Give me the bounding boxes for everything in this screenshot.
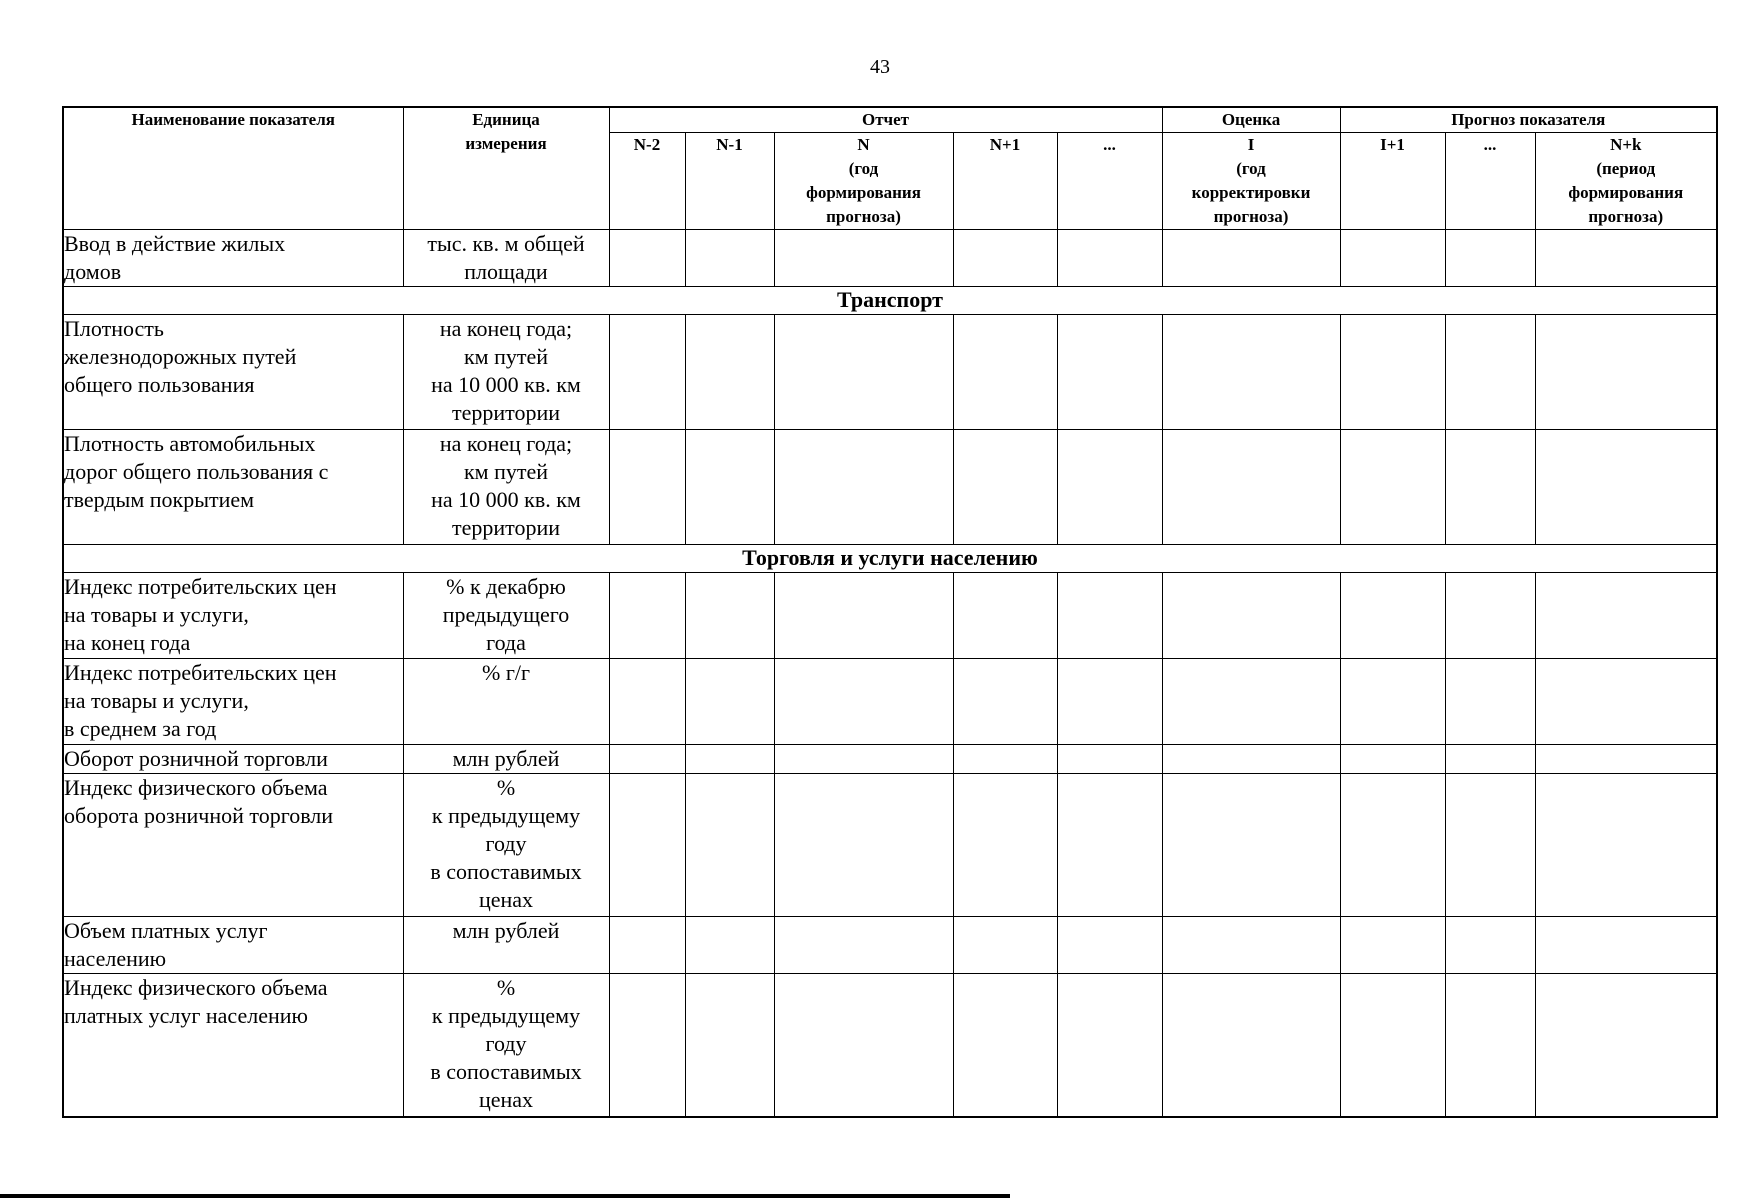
value-cell[interactable] — [1445, 573, 1535, 659]
indicator-unit: млн рублей — [403, 745, 609, 774]
table-row — [63, 917, 1717, 974]
section-row — [63, 287, 1717, 315]
value-cell[interactable] — [953, 573, 1057, 659]
indicator-unit: % к декабрю предыдущего года — [403, 573, 609, 659]
value-cell[interactable] — [1340, 659, 1445, 745]
value-cell[interactable] — [774, 315, 953, 430]
value-cell[interactable] — [609, 230, 685, 287]
value-cell[interactable] — [1057, 230, 1162, 287]
value-cell[interactable] — [1340, 745, 1445, 774]
value-cell[interactable] — [953, 774, 1057, 917]
section-row — [63, 545, 1717, 573]
header-col-ellipsis-report: ... — [1057, 133, 1162, 230]
value-cell[interactable] — [685, 745, 774, 774]
value-cell[interactable] — [774, 745, 953, 774]
value-cell[interactable] — [609, 774, 685, 917]
value-cell[interactable] — [1445, 315, 1535, 430]
value-cell[interactable] — [774, 974, 953, 1117]
value-cell[interactable] — [1162, 573, 1340, 659]
value-cell[interactable] — [953, 917, 1057, 974]
header-col-n-minus-1: N-1 — [685, 133, 774, 230]
indicator-unit: на конец года; км путей на 10 000 кв. км территории — [403, 430, 609, 545]
value-cell[interactable] — [1445, 230, 1535, 287]
indicator-name: Плотность железнодорожных путей общего пользования — [63, 315, 403, 430]
value-cell[interactable] — [1162, 917, 1340, 974]
value-cell[interactable] — [609, 745, 685, 774]
value-cell[interactable] — [953, 659, 1057, 745]
value-cell[interactable] — [953, 745, 1057, 774]
indicator-unit: % к предыдущему году в сопоставимых ценах — [403, 974, 609, 1117]
value-cell[interactable] — [953, 430, 1057, 545]
value-cell[interactable] — [1445, 774, 1535, 917]
value-cell[interactable] — [685, 659, 774, 745]
value-cell[interactable] — [1162, 430, 1340, 545]
value-cell[interactable] — [1340, 573, 1445, 659]
section-title: Торговля и услуги населению — [63, 545, 1717, 573]
value-cell[interactable] — [685, 573, 774, 659]
value-cell[interactable] — [1535, 315, 1717, 430]
value-cell[interactable] — [1535, 774, 1717, 917]
indicator-name: Индекс физического объема оборота розничной торговли — [63, 774, 403, 917]
indicator-name: Индекс физического объема платных услуг населению — [63, 974, 403, 1117]
value-cell[interactable] — [1057, 745, 1162, 774]
indicator-name: Оборот розничной торговли — [63, 745, 403, 774]
header-col-i-plus-1: I+1 — [1340, 133, 1445, 230]
value-cell[interactable] — [953, 230, 1057, 287]
indicator-name: Объем платных услуг населению — [63, 917, 403, 974]
value-cell[interactable] — [1445, 430, 1535, 545]
forecast-indicators-table — [62, 106, 1718, 1118]
value-cell[interactable] — [1535, 917, 1717, 974]
header-col-i: I (год корректировки прогноза) — [1162, 133, 1340, 230]
header-col-n: N (год формирования прогноза) — [774, 133, 953, 230]
value-cell[interactable] — [1057, 430, 1162, 545]
value-cell[interactable] — [1340, 917, 1445, 974]
table-row — [63, 430, 1717, 545]
value-cell[interactable] — [1340, 315, 1445, 430]
value-cell[interactable] — [1535, 745, 1717, 774]
page-bottom-rule — [0, 1194, 1010, 1198]
header-col-n-minus-2: N-2 — [609, 133, 685, 230]
value-cell[interactable] — [685, 974, 774, 1117]
table-row — [63, 659, 1717, 745]
value-cell[interactable] — [609, 974, 685, 1117]
value-cell[interactable] — [1445, 917, 1535, 974]
page-number: 43 — [870, 56, 890, 78]
table-row — [63, 315, 1717, 430]
value-cell[interactable] — [1162, 774, 1340, 917]
value-cell[interactable] — [1162, 659, 1340, 745]
header-group-forecast: Прогноз показателя — [1340, 107, 1717, 133]
value-cell[interactable] — [1445, 745, 1535, 774]
value-cell[interactable] — [1057, 974, 1162, 1117]
value-cell[interactable] — [609, 430, 685, 545]
header-indicator-name: Наименование показателя — [63, 107, 403, 230]
value-cell[interactable] — [953, 974, 1057, 1117]
table-row — [63, 974, 1717, 1117]
value-cell[interactable] — [1162, 315, 1340, 430]
value-cell[interactable] — [1162, 230, 1340, 287]
header-col-n-plus-k: N+k (период формирования прогноза) — [1535, 133, 1717, 230]
value-cell[interactable] — [1445, 974, 1535, 1117]
table-row — [63, 774, 1717, 917]
header-group-estimate: Оценка — [1162, 107, 1340, 133]
header-col-n-plus-1: N+1 — [953, 133, 1057, 230]
value-cell[interactable] — [609, 315, 685, 430]
value-cell[interactable] — [1340, 430, 1445, 545]
table-row — [63, 230, 1717, 287]
indicator-name: Ввод в действие жилых домов — [63, 230, 403, 287]
value-cell[interactable] — [1057, 774, 1162, 917]
value-cell[interactable] — [1535, 573, 1717, 659]
value-cell[interactable] — [1445, 659, 1535, 745]
value-cell[interactable] — [685, 315, 774, 430]
value-cell[interactable] — [685, 774, 774, 917]
value-cell[interactable] — [1057, 659, 1162, 745]
value-cell[interactable] — [685, 430, 774, 545]
header-col-ellipsis-forecast: ... — [1445, 133, 1535, 230]
indicator-name: Индекс потребительских цен на товары и услуги, на конец года — [63, 573, 403, 659]
value-cell[interactable] — [609, 917, 685, 974]
value-cell[interactable] — [774, 230, 953, 287]
value-cell[interactable] — [1535, 230, 1717, 287]
indicator-name: Плотность автомобильных дорог общего пользования с твердым покрытием — [63, 430, 403, 545]
value-cell[interactable] — [1057, 573, 1162, 659]
indicator-unit: на конец года; км путей на 10 000 кв. км территории — [403, 315, 609, 430]
header-group-report: Отчет — [609, 107, 1162, 133]
value-cell[interactable] — [685, 230, 774, 287]
table-row — [63, 745, 1717, 774]
indicator-unit: тыс. кв. м общей площади — [403, 230, 609, 287]
indicator-unit: % г/г — [403, 659, 609, 745]
value-cell[interactable] — [774, 430, 953, 545]
value-cell[interactable] — [953, 315, 1057, 430]
value-cell[interactable] — [774, 917, 953, 974]
indicator-unit: % к предыдущему году в сопоставимых ценах — [403, 774, 609, 917]
value-cell[interactable] — [685, 917, 774, 974]
value-cell[interactable] — [1162, 974, 1340, 1117]
value-cell[interactable] — [774, 774, 953, 917]
value-cell[interactable] — [1162, 745, 1340, 774]
header-unit: Единица измерения — [403, 107, 609, 230]
value-cell[interactable] — [1057, 315, 1162, 430]
value-cell[interactable] — [609, 659, 685, 745]
value-cell[interactable] — [774, 659, 953, 745]
value-cell[interactable] — [1340, 230, 1445, 287]
indicator-name: Индекс потребительских цен на товары и услуги, в среднем за год — [63, 659, 403, 745]
value-cell[interactable] — [774, 573, 953, 659]
section-title: Транспорт — [63, 287, 1717, 315]
value-cell[interactable] — [1535, 430, 1717, 545]
value-cell[interactable] — [1340, 774, 1445, 917]
value-cell[interactable] — [1535, 974, 1717, 1117]
table-row — [63, 573, 1717, 659]
indicator-unit: млн рублей — [403, 917, 609, 974]
value-cell[interactable] — [1340, 974, 1445, 1117]
value-cell[interactable] — [1057, 917, 1162, 974]
value-cell[interactable] — [609, 573, 685, 659]
value-cell[interactable] — [1535, 659, 1717, 745]
